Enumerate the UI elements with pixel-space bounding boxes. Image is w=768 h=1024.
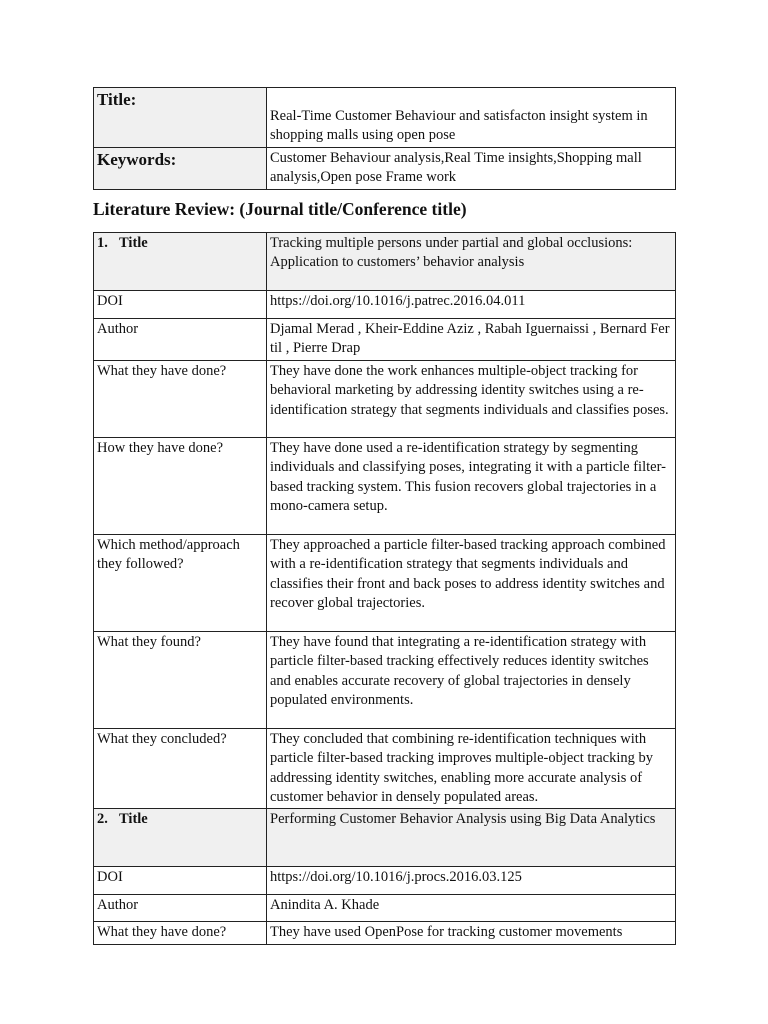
entry-2-title-label [94, 809, 267, 867]
entry-1-title-label-text: Title [119, 235, 148, 251]
keywords-value: Customer Behaviour analysis,Real Time insights,Shopping mall analysis,Open pose Frame work [267, 147, 676, 189]
entry-2-doi-row [94, 867, 676, 895]
entry-1-doi-label: DOI [94, 291, 267, 319]
entry-1-method-row [94, 534, 676, 631]
entry-1-done-row [94, 360, 676, 437]
entry-2-number: 2. [97, 811, 108, 828]
entry-1-concluded-row [94, 728, 676, 809]
entry-1-concluded-label: What they concluded? [94, 728, 267, 809]
entry-1-author-row [94, 319, 676, 361]
entry-1-how-label: How they have done? [94, 437, 267, 534]
entry-1-done: They have done the work enhances multiple-object tracking for behavioral marketing by addressing identity switches using a re-identification strategy that segments individuals and classifies poses. [267, 360, 676, 437]
header-title-row [94, 88, 676, 148]
entry-2-title-label-text: Title [119, 811, 148, 828]
entry-1-concluded: They concluded that combining re-identification techniques with particle filter-based tracking improves multiple-object tracking by addressing identity switches, enabling more accurate analysis of customer behavior in densely populated areas. [267, 728, 676, 809]
entry-1-doi-row [94, 291, 676, 319]
entry-2-done-row [94, 922, 676, 944]
entry-2-author: Anindita A. Khade [267, 895, 676, 922]
entry-2-doi-label: DOI [94, 867, 267, 895]
entry-2-done-label: What they have done? [94, 922, 267, 944]
entry-2-title-row [94, 809, 676, 867]
literature-review-table [93, 232, 676, 945]
title-value: Real-Time Customer Behaviour and satisfacton insight system in shopping malls using open pose [267, 88, 676, 148]
entry-1-author-label: Author [94, 319, 267, 361]
entry-1-done-label: What they have done? [94, 360, 267, 437]
entry-1-author: Djamal Merad , Kheir-Eddine Aziz , Rabah Iguernaissi , Bernard Fertil , Pierre Drap [267, 319, 676, 361]
entry-2-done: They have used OpenPose for tracking customer movements [267, 922, 676, 944]
entry-1-found: They have found that integrating a re-identification strategy with particle filter-based tracking effectively reduces identity switches and enables accurate recovery of global trajectories in densely populated environments. [267, 631, 676, 728]
header-table [93, 87, 676, 190]
entry-1-doi: https://doi.org/10.1016/j.patrec.2016.04.011 [267, 291, 676, 319]
entry-1-number: 1. [97, 235, 108, 251]
entry-2-author-row [94, 895, 676, 922]
entry-1-title: Tracking multiple persons under partial and global occlusions: Application to customers’ behavior analysis [267, 233, 676, 291]
title-label: Title: [94, 88, 267, 148]
entry-2-doi: https://doi.org/10.1016/j.procs.2016.03.125 [267, 867, 676, 895]
entry-1-found-label: What they found? [94, 631, 267, 728]
entry-1-found-row [94, 631, 676, 728]
keywords-label: Keywords: [94, 147, 267, 189]
entry-1-title-row [94, 233, 676, 291]
header-keywords-row [94, 147, 676, 189]
entry-2-title: Performing Customer Behavior Analysis using Big Data Analytics [267, 809, 676, 867]
section-heading: Literature Review: (Journal title/Conference title) [93, 199, 467, 219]
entry-1-method-label: Which method/approach they followed? [94, 534, 267, 631]
entry-2-author-label: Author [94, 895, 267, 922]
entry-1-method: They approached a particle filter-based tracking approach combined with a re-identification strategy that segments individuals and classifies their front and back poses to address identity switches and recover global trajectories. [267, 534, 676, 631]
entry-1-how-row [94, 437, 676, 534]
entry-1-how: They have done used a re-identification strategy by segmenting individuals and classifying poses, integrating it with a particle filter-based tracking system. This fusion recovers global trajectories in a mono-camera setup. [267, 437, 676, 534]
entry-1-title-label [94, 233, 267, 291]
